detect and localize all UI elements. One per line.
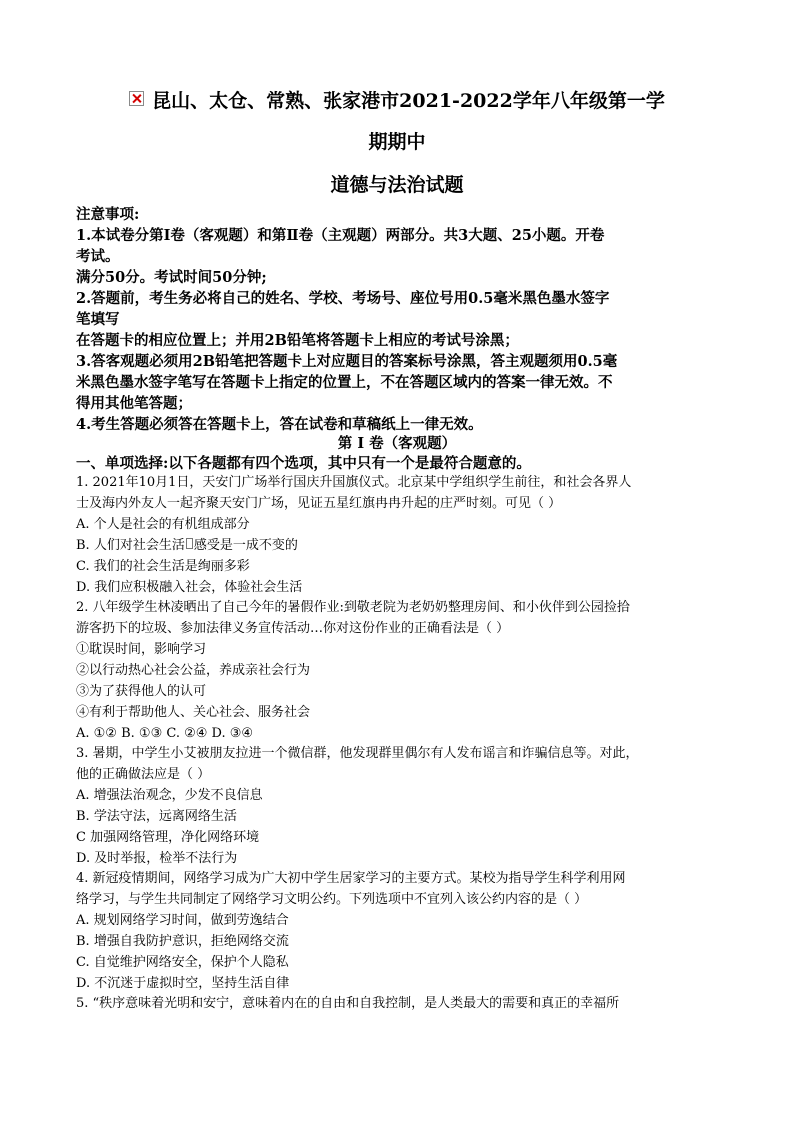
- question-1-stem-line1: 1. 2021年10月1日，天安门广场举行国庆升国旗仪式。北京某中学组织学生前往，和社会各界人: [76, 475, 632, 490]
- notice-heading: 注意事项:: [76, 206, 140, 223]
- question-2-statement-4: ④有利于帮助他人、关心社会、服务社会: [76, 705, 311, 720]
- notice-item-3-line3: 得用其他笔答题；: [76, 395, 192, 412]
- question-1-option-a: A. 个人是社会的有机组成部分: [76, 517, 250, 532]
- broken-image-icon: [129, 91, 144, 106]
- title-text-line1: 昆山、太仓、常熟、张家港市2021-2022学年八年级第一学: [152, 90, 665, 112]
- notice-item-2-line1: 2.答题前，考生务必将自己的姓名、学校、考场号、座位号用0.5毫米黑色墨水签字: [76, 290, 610, 307]
- notice-item-1-line2: 考试。: [76, 248, 120, 265]
- notice-item-3-line1: 3.答客观题必须用2B铅笔把答题卡上对应题目的答案标号涂黑，答主观题须用0.5毫: [76, 353, 618, 370]
- question-4-option-c: C. 自觉维护网络安全，保护个人隐私: [76, 955, 289, 970]
- exam-title-line2: 期期中: [368, 131, 426, 153]
- question-3-option-b: B. 学法守法，远离网络生活: [76, 809, 237, 824]
- exam-title-line1: [0, 86, 794, 113]
- question-2-options: A. ①② B. ①③ C. ②④ D. ③④: [76, 726, 254, 741]
- notice-item-3-line2: 米黑色墨水签字笔写在答题卡上指定的位置上，不在答题区域内的答案一律无效。不: [76, 374, 613, 391]
- question-3-option-d: D. 及时举报，检举不法行为: [76, 851, 238, 866]
- question-5-stem-line1: 5. “秩序意味着光明和安宁，意味着内在的自由和自我控制，是人类最大的需要和真正的幸福所: [76, 996, 620, 1011]
- notice-item-4-line1: 4.考生答题必须答在答题卡上，答在试卷和草稿纸上一律无效。: [76, 416, 483, 433]
- question-3-option-a: A. 增强法治观念，少发不良信息: [76, 788, 263, 803]
- question-3-stem-line1: 3. 暑期，中学生小艾被朋友拉进一个微信群，他发现群里偶尔有人发布谣言和诈骗信息等。对此，: [76, 746, 639, 761]
- question-2-statement-3: ③为了获得他人的认可: [76, 684, 207, 699]
- question-2-statement-1: ①耽误时间，影响学习: [76, 642, 207, 657]
- question-4-stem-line2: 络学习，与学生共同制定了网络学习文明公约。下列选项中不宜列入该公约内容的是（ ）: [76, 892, 588, 907]
- section-instruction: 一、单项选择:以下各题都有四个选项，其中只有一个是最符合题意的。: [76, 455, 531, 472]
- question-3-option-c: C 加强网络管理，净化网络环境: [76, 830, 260, 845]
- question-3-stem-line2: 他的正确做法应是（ ）: [76, 767, 211, 782]
- question-2-stem-line1: 2. 八年级学生林凌晒出了自己今年的暑假作业:到敬老院为老奶奶整理房间、和小伙伴到公园捡拾: [76, 600, 630, 615]
- question-1-option-c: C. 我们的社会生活是绚丽多彩: [76, 559, 250, 574]
- question-4-stem-line1: 4. 新冠疫情期间，网络学习成为广大初中学生居家学习的主要方式。某校为指导学生科学利用网: [76, 871, 626, 886]
- missing-glyph-icon: [186, 538, 193, 549]
- notice-item-2-line3: 在答题卡的相应位置上；并用2B铅笔将答题卡上相应的考试号涂黑；: [76, 332, 519, 349]
- notice-item-1-line3: 满分50分。考试时间50分钟;: [76, 269, 267, 286]
- question-2-statement-2: ②以行动热心社会公益，养成亲社会行为: [76, 663, 311, 678]
- notice-item-2-line2: 笔填写: [76, 311, 120, 328]
- question-2-stem-line2: 游客扔下的垃圾、参加法律义务宣传活动…你对这份作业的正确看法是（ ）: [76, 621, 510, 636]
- notice-item-1-line1: 1.本试卷分第Ⅰ卷（客观题）和第Ⅱ卷（主观题）两部分。共3大题、25小题。开卷: [76, 227, 605, 244]
- question-4-option-b: B. 增强自我防护意识，拒绝网络交流: [76, 934, 289, 949]
- question-1-option-b-part2: 感受是一成不变的: [193, 538, 298, 553]
- question-1-option-b-part1: B. 人们对社会生活: [76, 538, 185, 553]
- question-4-option-a: A. 规划网络学习时间，做到劳逸结合: [76, 913, 289, 928]
- question-1-stem-line2: 士及海内外友人一起齐聚天安门广场，见证五星红旗冉冉升起的庄严时刻。可见（ ）: [76, 496, 562, 511]
- section-title-objective: 第 Ⅰ 卷（客观题）: [337, 435, 457, 452]
- question-4-option-d: D. 不沉迷于虚拟时空，坚持生活自律: [76, 976, 290, 991]
- question-1-option-d: D. 我们应积极融入社会，体验社会生活: [76, 580, 303, 595]
- question-1-option-b: [76, 535, 298, 556]
- exam-subject-title: 道德与法治试题: [330, 174, 464, 196]
